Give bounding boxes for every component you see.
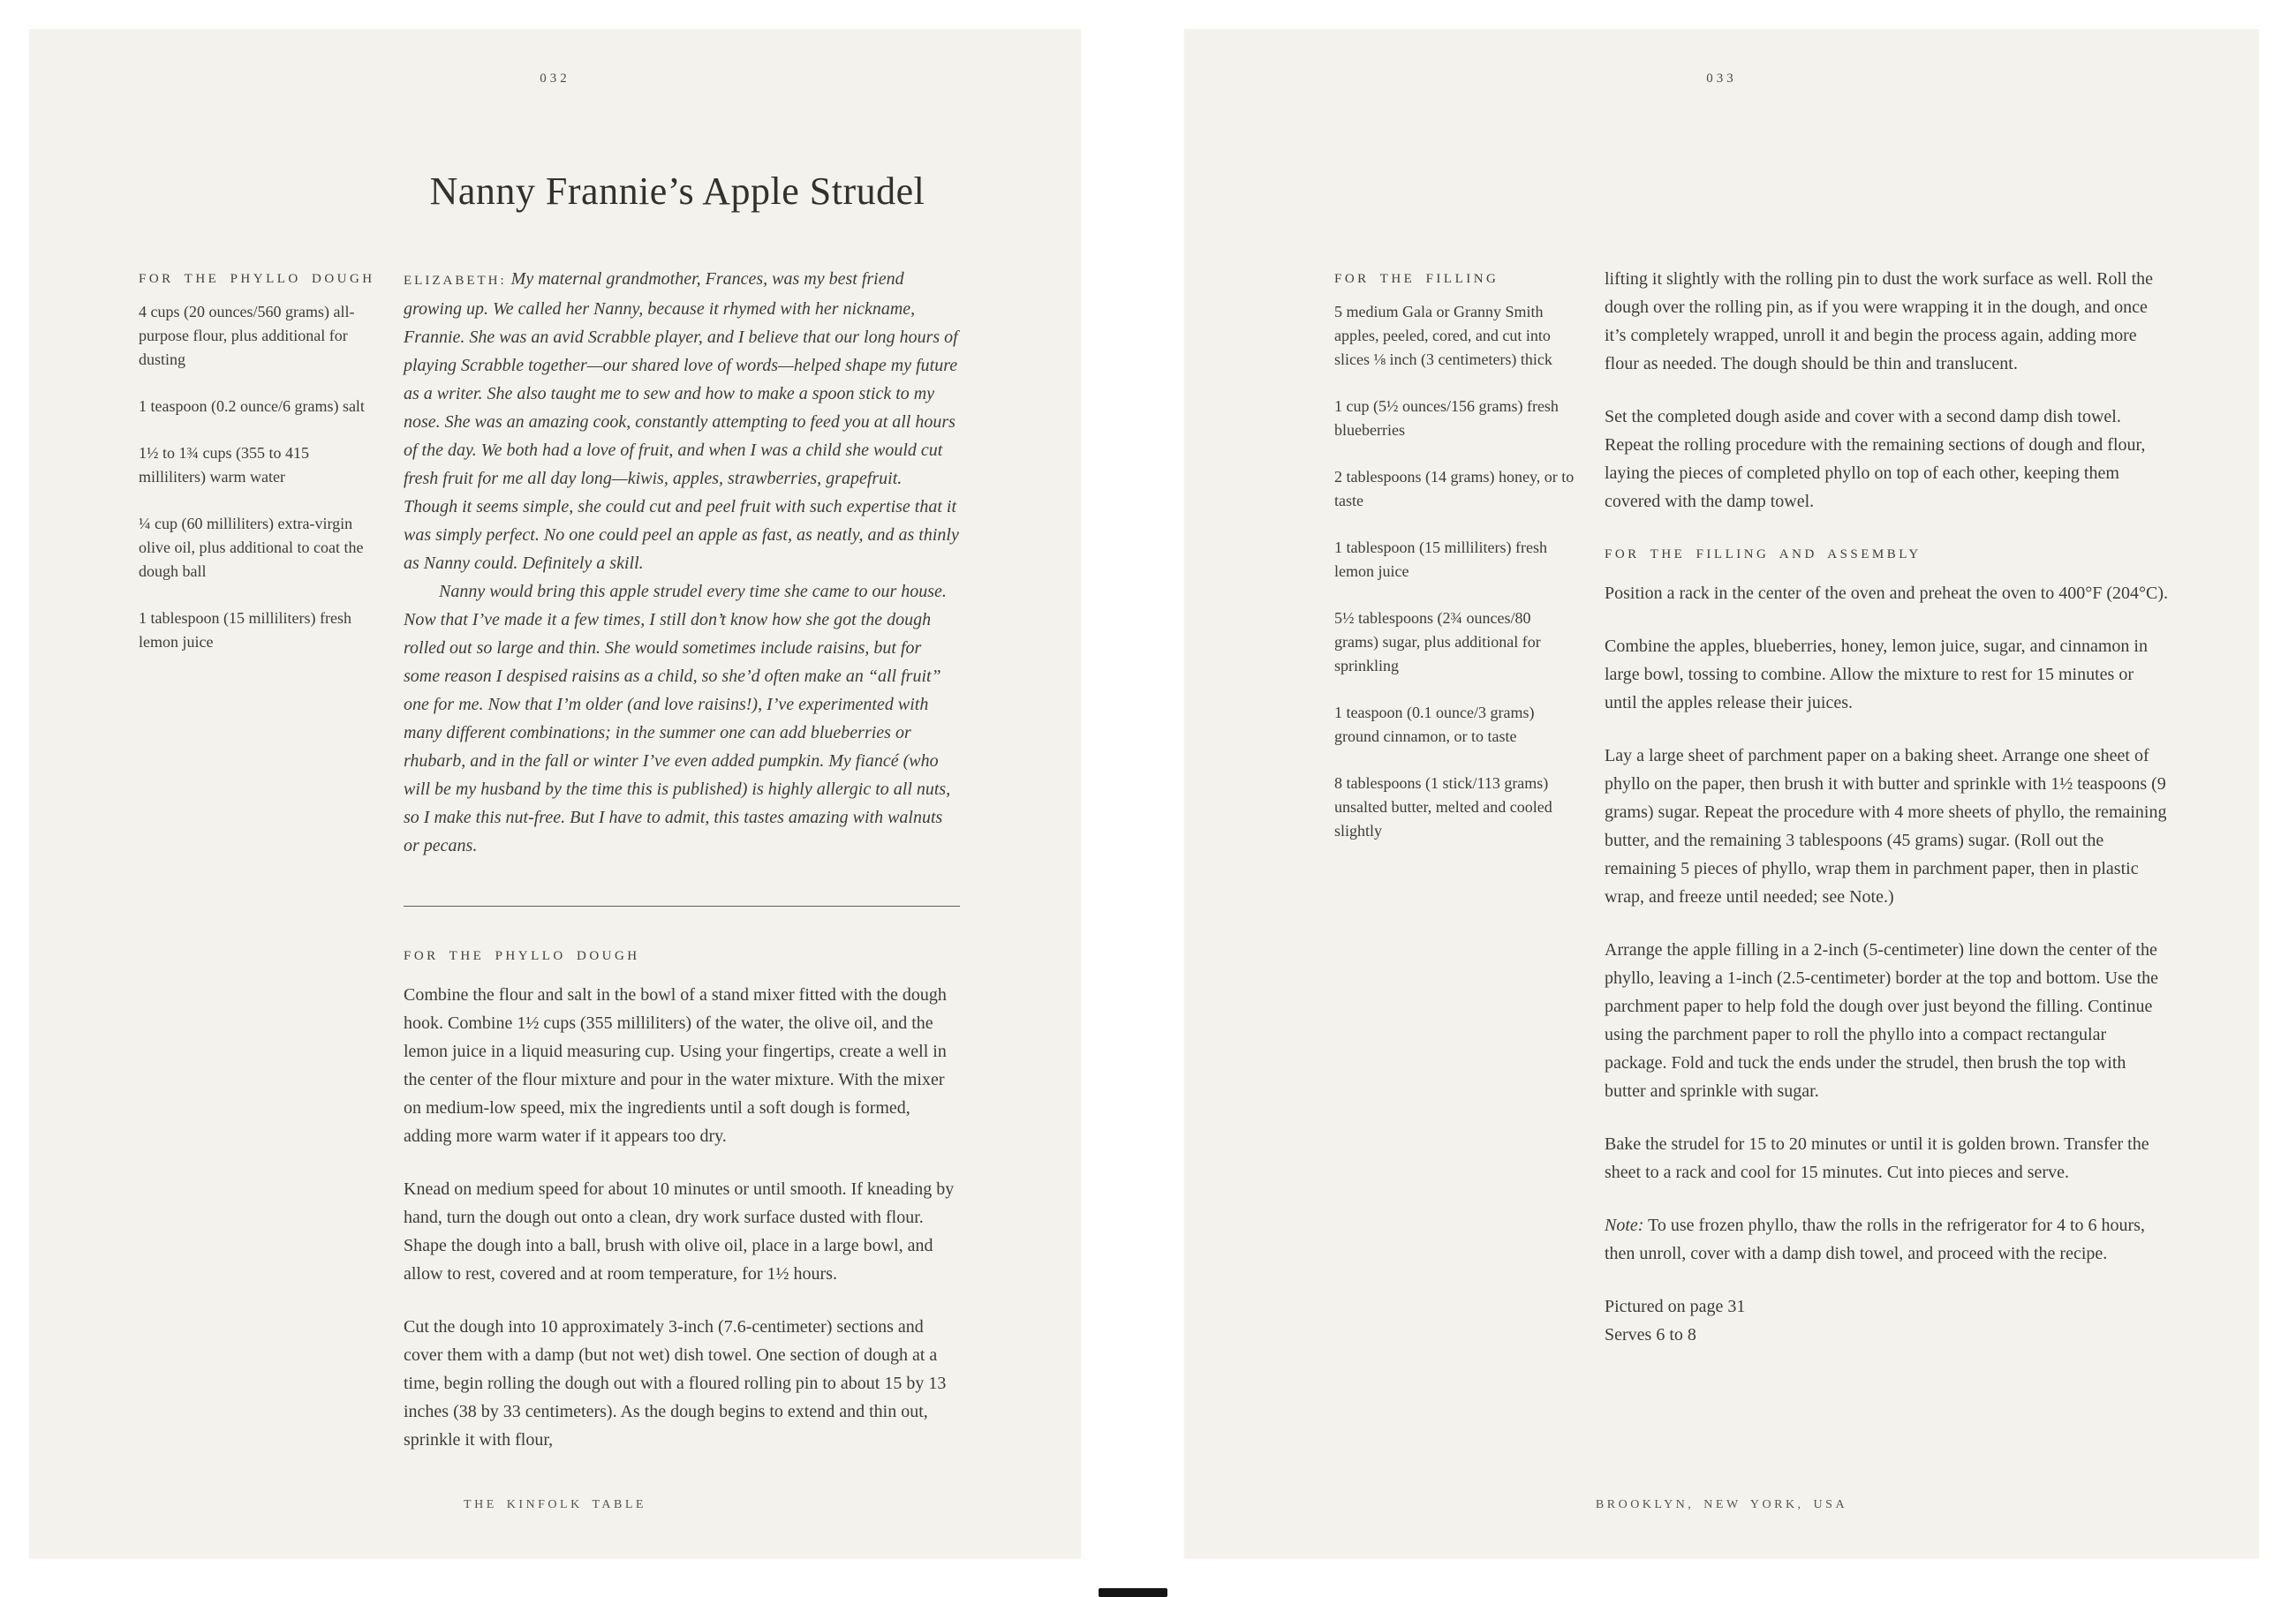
instruction-paragraph: lifting it slightly with the rolling pin to dust the work surface as well. Roll the dough over the rolling pin, as if you were wrapping it in the dough, and once it’s completely wrapped, unroll it and begin the process again, adding more flour as needed. The dough should be thin and translucent. (1605, 269, 2154, 373)
running-footer-left: THE KINFOLK TABLE (464, 1498, 646, 1511)
instruction-paragraph: Position a rack in the center of the oven and preheat the oven to 400°F (204°C). (1605, 584, 2169, 603)
narrative-text-1: My maternal grandmother, Frances, was my best friend growing up. We called her Nanny, because it rhymed with her nickname, Frannie. She was an avid Scrabble player, and I believe that our long hours of playing Scrabble together—our shared love of words—helped shape my future as a writer. She also taught me to sew and how to make a spoon stick to my nose. She was an amazing cook, constantly attempting to feed you at all hours of the day. We both had a love of fruit, and when I was a child she would cut fresh fruit for me all day long—kiwis, apples, strawberries, grapefruit. Though it seems simple, she could cut and peel fruit with such expertise that it was simply perfect. No one could peel an apple as fast, as neatly, and as thinly as Nanny could. Definitely a skill. (404, 269, 959, 573)
right-body-column (1605, 265, 2170, 1367)
serves-line: Serves 6 to 8 (1605, 1325, 1696, 1345)
left-page-content (139, 265, 960, 1479)
ingredients-heading-phyllo: FOR THE PHYLLO DOUGH (139, 272, 375, 286)
right-page-content (1334, 265, 2170, 1367)
page-number-right: 033 (1706, 72, 1737, 86)
home-indicator[interactable] (1099, 1588, 1167, 1597)
ingredient-item: 5½ tablespoons (2¾ ounces/80 grams) sugar, plus additional for sprinkling (1334, 609, 1541, 674)
ingredient-item: 1 teaspoon (0.2 ounce/6 grams) salt (139, 397, 365, 415)
instructions-heading-phyllo: FOR THE PHYLLO DOUGH (404, 949, 640, 963)
instruction-paragraph: Combine the flour and salt in the bowl of a stand mixer fitted with the dough hook. Combine 1½ cups (355 milliliters) of the water, the olive oil, and the lemon juice in a liquid measuring cup. Using your fingertips, create a well in the center of the flour mixture and pour in the water mixture. With the mixer on medium-low speed, mix the ingredients until a soft dough is formed, adding more warm water if it appears too dry. (404, 985, 947, 1146)
ingredient-item: 4 cups (20 ounces/560 grams) all-purpose flour, plus additional for dusting (139, 303, 355, 368)
ingredient-item: 1 tablespoon (15 milliliters) fresh lemon juice (139, 609, 351, 651)
ingredients-heading-filling: FOR THE FILLING (1334, 272, 1499, 286)
assembly-heading: FOR THE FILLING AND ASSEMBLY (1605, 547, 1922, 561)
ingredient-item: 8 tablespoons (1 stick/113 grams) unsalted butter, melted and cooled slightly (1334, 774, 1552, 840)
note-text: To use frozen phyllo, thaw the rolls in the refrigerator for 4 to 6 hours, then unroll, cover with a damp dish towel, and proceed with the recipe. (1605, 1216, 2145, 1263)
section-divider (404, 906, 960, 907)
ingredient-item: 5 medium Gala or Granny Smith apples, peeled, cored, and cut into slices ⅛ inch (3 centimeters) thick (1334, 303, 1552, 368)
left-body-column (404, 265, 960, 1479)
instruction-paragraph: Lay a large sheet of parchment paper on a baking sheet. Arrange one sheet of phyllo on the paper, then brush it with butter and sprinkle with 1½ teaspoons (9 grams) sugar. Repeat the procedure with 4 more sheets of phyllo, the remaining butter, and the remaining 3 tablespoons (45 grams) sugar. (Roll out the remaining 5 pieces of phyllo, wrap them in parchment paper, then in plastic wrap, and freeze until needed; see Note.) (1605, 746, 2167, 907)
running-footer-right: BROOKLYN, NEW YORK, USA (1595, 1498, 1848, 1511)
narrative-paragraph-2: Nanny would bring this apple strudel every time she came to our house. Now that I’ve made it a few times, I still don’t know how she got the dough rolled out so large and thin. She would sometimes include raisins, but for some reason I despised raisins as a child, so she’d often make an “all fruit” one for me. Now that I’m older (and love raisins!), I’ve experimented with many different combinations; in the summer one can add blueberries or rhubarb, and in the fall or winter I’ve even added pumpkin. My fiancé (who will be my husband by the time this is published) is highly allergic to all nuts, so I make this nut-free. But I have to admit, this tastes amazing with walnuts or pecans. (404, 582, 951, 855)
note-paragraph (1605, 1211, 2170, 1268)
page-number-left: 032 (540, 72, 570, 86)
page-left (29, 29, 1081, 1558)
pictured-on-line: Pictured on page 31 (1605, 1297, 1746, 1316)
instruction-paragraph: Arrange the apple filling in a 2-inch (5-centimeter) line down the center of the phyllo, leaving a 1-inch (2.5-centimeter) border at the top and bottom. Use the parchment paper to help fold the dough over just beyond the filling. Continue using the parchment paper to roll the phyllo into a compact rectangular package. Fold and tuck the ends under the strudel, then brush the top with butter and sprinkle with sugar. (1605, 940, 2159, 1101)
instruction-paragraph: Knead on medium speed for about 10 minutes or until smooth. If kneading by hand, turn the dough out onto a clean, dry work surface dusted with flour. Shape the dough into a ball, brush with olive oil, place in a large bowl, and allow to rest, covered and at room temperature, for 1½ hours. (404, 1179, 955, 1284)
instruction-paragraph: Bake the strudel for 15 to 20 minutes or until it is golden brown. Transfer the sheet to a rack and cool for 15 minutes. Cut into pieces and serve. (1605, 1134, 2149, 1182)
ingredient-item: 2 tablespoons (14 grams) honey, or to taste (1334, 468, 1575, 509)
ingredient-item: 1 teaspoon (0.1 ounce/3 grams) ground cinnamon, or to taste (1334, 704, 1535, 745)
ingredient-item: ¼ cup (60 milliliters) extra-virgin olive oil, plus additional to coat the dough ball (139, 515, 364, 580)
ingredient-item: 1 tablespoon (15 milliliters) fresh lemon juice (1334, 539, 1547, 580)
ingredient-item: 1½ to 1¾ cups (355 to 415 milliliters) warm water (139, 444, 309, 486)
narrative-paragraph-1 (404, 265, 960, 577)
ingredients-filling (1334, 265, 1575, 1367)
ingredient-item: 1 cup (5½ ounces/156 grams) fresh blueberries (1334, 397, 1559, 439)
instruction-paragraph: Cut the dough into 10 approximately 3-inch (7.6-centimeter) sections and cover them with a damp (but not wet) dish towel. One section of dough at a time, begin rolling the dough out with a floured rolling pin to about 15 by 13 inches (38 by 33 centimeters). As the dough begins to extend and thin out, sprinkle it with flour, (404, 1317, 947, 1450)
instruction-paragraph: Combine the apples, blueberries, honey, lemon juice, sugar, and cinnamon in large bowl, tossing to combine. Allow the mixture to rest for 15 minutes or until the apples release their juices. (1605, 637, 2148, 712)
page-right (1184, 29, 2259, 1558)
recipe-title: Nanny Frannie’s Apple Strudel (429, 169, 925, 213)
narrator-label: ELIZABETH: (404, 274, 507, 288)
instruction-paragraph: Set the completed dough aside and cover with a second damp dish towel. Repeat the rolling procedure with the remaining sections of dough and flour, laying the pieces of completed phyllo on top of each other, keeping them covered with the damp towel. (1605, 407, 2146, 511)
ingredients-phyllo-dough (139, 265, 379, 1479)
note-label: Note: (1605, 1216, 1644, 1235)
